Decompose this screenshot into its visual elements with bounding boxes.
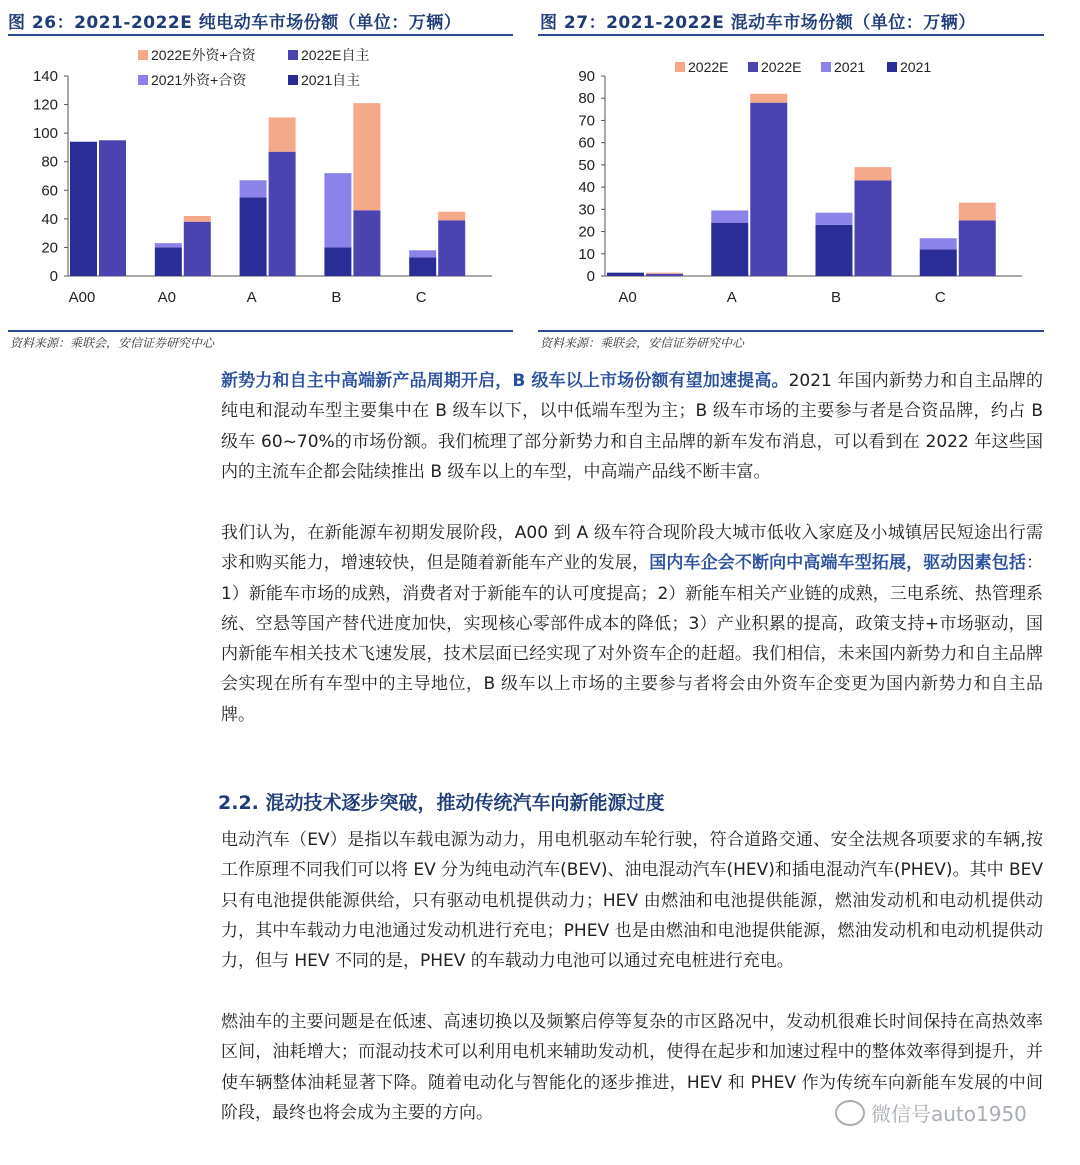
fig26-y-tick-label: 140 bbox=[32, 68, 58, 85]
fig27-bar-2022e-top bbox=[646, 273, 683, 274]
fig26-bar-2021-domestic bbox=[409, 257, 436, 276]
fig27-x-tick-label: C bbox=[934, 289, 946, 306]
fig27-y-tick-label: 80 bbox=[578, 90, 595, 108]
fig27-bar-2021-top bbox=[816, 213, 853, 225]
fig27-y-tick-label: 60 bbox=[578, 134, 595, 152]
fig27-bar-2022e-base bbox=[855, 180, 892, 276]
fig26-chart bbox=[0, 38, 515, 328]
fig26-legend-swatch bbox=[288, 75, 298, 85]
fig26-title-rule bbox=[8, 34, 513, 36]
fig26-x-tick-label: C bbox=[415, 289, 427, 306]
fig27-bar-2022e-base bbox=[959, 220, 996, 276]
fig26-bar-2021-domestic bbox=[155, 247, 182, 276]
fig26-bar-2021-foreign bbox=[240, 180, 267, 197]
fig26-bar-2021-domestic bbox=[70, 142, 97, 276]
fig26-x-tick-label: A bbox=[246, 289, 257, 306]
fig27-bar-2022e-top bbox=[750, 94, 787, 103]
fig26-bar-2022e-foreign bbox=[353, 103, 380, 210]
fig26-bar-2022e-domestic bbox=[184, 222, 211, 276]
fig26-bar-2022e-foreign bbox=[438, 212, 465, 221]
wechat-icon bbox=[835, 1100, 865, 1126]
fig27-y-tick-label: 90 bbox=[578, 68, 595, 85]
paragraph-4: 燃油车的主要问题是在低速、高速切换以及频繁启停等复杂的市区路况中，发动机很难长时间保持在高热效率区间，油耗增大；而混动技术可以利用电机来辅助发动机，使得在起步和加速过程中的整体效率得到提升，并使车辆整体油耗显著下降。随着电动化与智能化的逐步推进，HEV 和 PHEV 作为传统车向新能车发展的中间阶段，最终也将会成为主要的方向。 bbox=[221, 1012, 1043, 1123]
fig26-bar-2021-domestic bbox=[240, 197, 267, 276]
fig26-y-tick-label: 100 bbox=[32, 125, 58, 143]
fig27-legend-swatch bbox=[887, 62, 897, 72]
fig27-chart bbox=[530, 38, 1050, 328]
fig26-bar-2021-domestic bbox=[324, 247, 351, 276]
fig26-bar-2022e-domestic bbox=[269, 152, 296, 276]
fig27-y-tick-label: 20 bbox=[578, 223, 595, 241]
fig26-x-tick-label: A00 bbox=[68, 289, 96, 306]
fig27-legend-label: 2022E bbox=[688, 59, 729, 75]
watermark-text: 微信号auto1950 bbox=[871, 1102, 1027, 1126]
fig26-legend-swatch bbox=[138, 50, 148, 60]
fig27-title-rule bbox=[538, 34, 1044, 36]
fig27-legend-label: 2022E bbox=[761, 59, 802, 75]
fig27-legend-swatch bbox=[675, 62, 685, 72]
wechat-watermark bbox=[835, 1098, 1027, 1127]
fig27-bar-2022e-top bbox=[959, 203, 996, 221]
fig27-bar-2021-base bbox=[816, 225, 853, 276]
fig27-y-tick-label: 70 bbox=[578, 112, 595, 130]
fig27-bar-2021-top bbox=[711, 210, 748, 222]
fig27-legend-swatch bbox=[748, 62, 758, 72]
fig27-title: 图 27：2021-2022E 混动车市场份额（单位：万辆） bbox=[540, 13, 976, 33]
fig26-legend-swatch bbox=[288, 50, 298, 60]
fig26-y-tick-label: 120 bbox=[32, 96, 58, 114]
fig27-bar-2021-top bbox=[920, 238, 957, 249]
fig26-x-tick-label: B bbox=[331, 289, 342, 306]
fig26-source: 资料来源：乘联会，安信证券研究中心 bbox=[10, 336, 215, 350]
fig27-x-tick-label: A bbox=[726, 289, 737, 306]
paragraph-1-body: 2021 年国内新势力和自主品牌的纯电和混动车型主要集中在 B 级车以下，以中低端车型为主；B 级车市场的主要参与者是合资品牌，约占 B 级车 60~70%的市场份额。我们梳理了部分新势力和自主品牌的新车发布消息，可以看到在 2022 年这些国内的主流车企都会陆续推出 B 级车以上的车型，中高端产品线不断丰富。 bbox=[221, 371, 1043, 482]
fig27-y-tick-label: 10 bbox=[578, 245, 595, 263]
fig27-y-tick-label: 30 bbox=[578, 201, 595, 219]
fig26-y-tick-label: 60 bbox=[41, 182, 58, 200]
fig26-bar-2022e-domestic bbox=[438, 220, 465, 276]
fig27-x-tick-label: A0 bbox=[618, 289, 637, 306]
fig27-legend-label: 2021 bbox=[834, 59, 866, 75]
fig26-y-tick-label: 80 bbox=[41, 153, 58, 171]
fig26-source-rule bbox=[8, 330, 513, 332]
fig26-bar-2022e-foreign bbox=[184, 216, 211, 222]
fig27-bar-2021-base bbox=[711, 223, 748, 276]
paragraph-2-highlight: 国内车企会不断向中高端车型拓展，驱动因素包括 bbox=[649, 553, 1027, 574]
fig26-bar-2022e-domestic bbox=[353, 210, 380, 276]
paragraph-1 bbox=[221, 366, 1043, 487]
fig27-x-tick-label: B bbox=[830, 289, 842, 306]
paragraph-3: 电动汽车（EV）是指以车载电源为动力，用电机驱动车轮行驶，符合道路交通、安全法规各项要求的车辆,按工作原理不同我们可以将 EV 分为纯电动汽车(BEV)、油电混动汽车(HEV)和插电混动汽车(PHEV)。其中 BEV 只有电池提供能源供给，只有驱动电机提供动力；HEV 由燃油和电池提供能源，燃油发动机和电动机提供动力，其中车载动力电池通过发动机进行充电；PHEV 也是由燃油和电池提供能源，燃油发动机和电动机提供动力，但与 HEV 不同的是，PHEV 的车载动力电池可以通过充电桩进行充电。 bbox=[221, 830, 1043, 972]
fig27-y-tick-label: 50 bbox=[578, 156, 595, 174]
fig27-legend-swatch bbox=[821, 62, 831, 72]
fig27-bar-2021-base bbox=[607, 273, 644, 276]
fig26-legend-label: 2022E自主 bbox=[301, 47, 370, 63]
fig27-legend-label: 2021 bbox=[900, 59, 932, 75]
section-title: 2.2. 混动技术逐步突破，推动传统汽车向新能源过度 bbox=[218, 792, 665, 814]
fig27-bar-2021-base bbox=[920, 249, 957, 276]
fig26-bar-2021-foreign bbox=[324, 173, 351, 247]
fig26-x-tick-label: A0 bbox=[157, 289, 176, 306]
fig26-legend-label: 2022E外资+合资 bbox=[151, 47, 256, 63]
fig26-legend-swatch bbox=[138, 75, 148, 85]
fig26-y-tick-label: 0 bbox=[49, 268, 58, 285]
fig26-bar-2022e-foreign bbox=[269, 117, 296, 151]
fig26-bar-2021-foreign bbox=[409, 250, 436, 257]
fig26-title: 图 26：2021-2022E 纯电动车市场份额（单位：万辆） bbox=[8, 13, 462, 33]
paragraph-1-lead: 新势力和自主中高端新产品周期开启，B 级车以上市场份额有望加速提高。 bbox=[221, 371, 789, 391]
fig26-legend-label: 2021自主 bbox=[301, 72, 361, 88]
fig27-source: 资料来源：乘联会，安信证券研究中心 bbox=[540, 336, 745, 350]
paragraph-2-body: ：1）新能车市场的成熟，消费者对于新能车的认可度提高；2）新能车相关产业链的成熟，三电系统、热管理系统、空悬等国产替代进度加快，实现核心零部件成本的降低；3）产业积累的提高，政策支持+市场驱动，国内新能车相关技术飞速发展，技术层面已经实现了对外资车企的赶超。我们相信，未来国内新势力和自主品牌会实现在所有车型中的主导地位，B 级车以上市场的主要参与者将会由外资车企变更为国内新势力和自主品牌。 bbox=[221, 553, 1044, 725]
fig26-y-tick-label: 40 bbox=[41, 210, 58, 228]
fig27-source-rule bbox=[538, 330, 1044, 332]
paragraph-2-intro: 我们认为，在新能源车初期发展阶段，A00 到 A 级车符合现阶段大城市低收入家庭及小城镇居民短途出行需求和购买能力，增速较快，但是随着新能车产业的发展， bbox=[221, 523, 1043, 574]
fig26-bar-2021-foreign bbox=[155, 243, 182, 247]
fig27-bar-2022e-base bbox=[750, 103, 787, 276]
paragraph-2 bbox=[221, 518, 1043, 730]
fig26-legend-label: 2021外资+合资 bbox=[151, 72, 247, 88]
fig27-y-tick-label: 40 bbox=[578, 179, 595, 197]
fig27-bar-2022e-base bbox=[646, 274, 683, 276]
fig26-y-tick-label: 20 bbox=[41, 239, 58, 257]
fig27-y-tick-label: 0 bbox=[586, 268, 595, 285]
fig26-bar-2022e-domestic bbox=[99, 140, 126, 276]
fig27-bar-2022e-top bbox=[855, 167, 892, 180]
